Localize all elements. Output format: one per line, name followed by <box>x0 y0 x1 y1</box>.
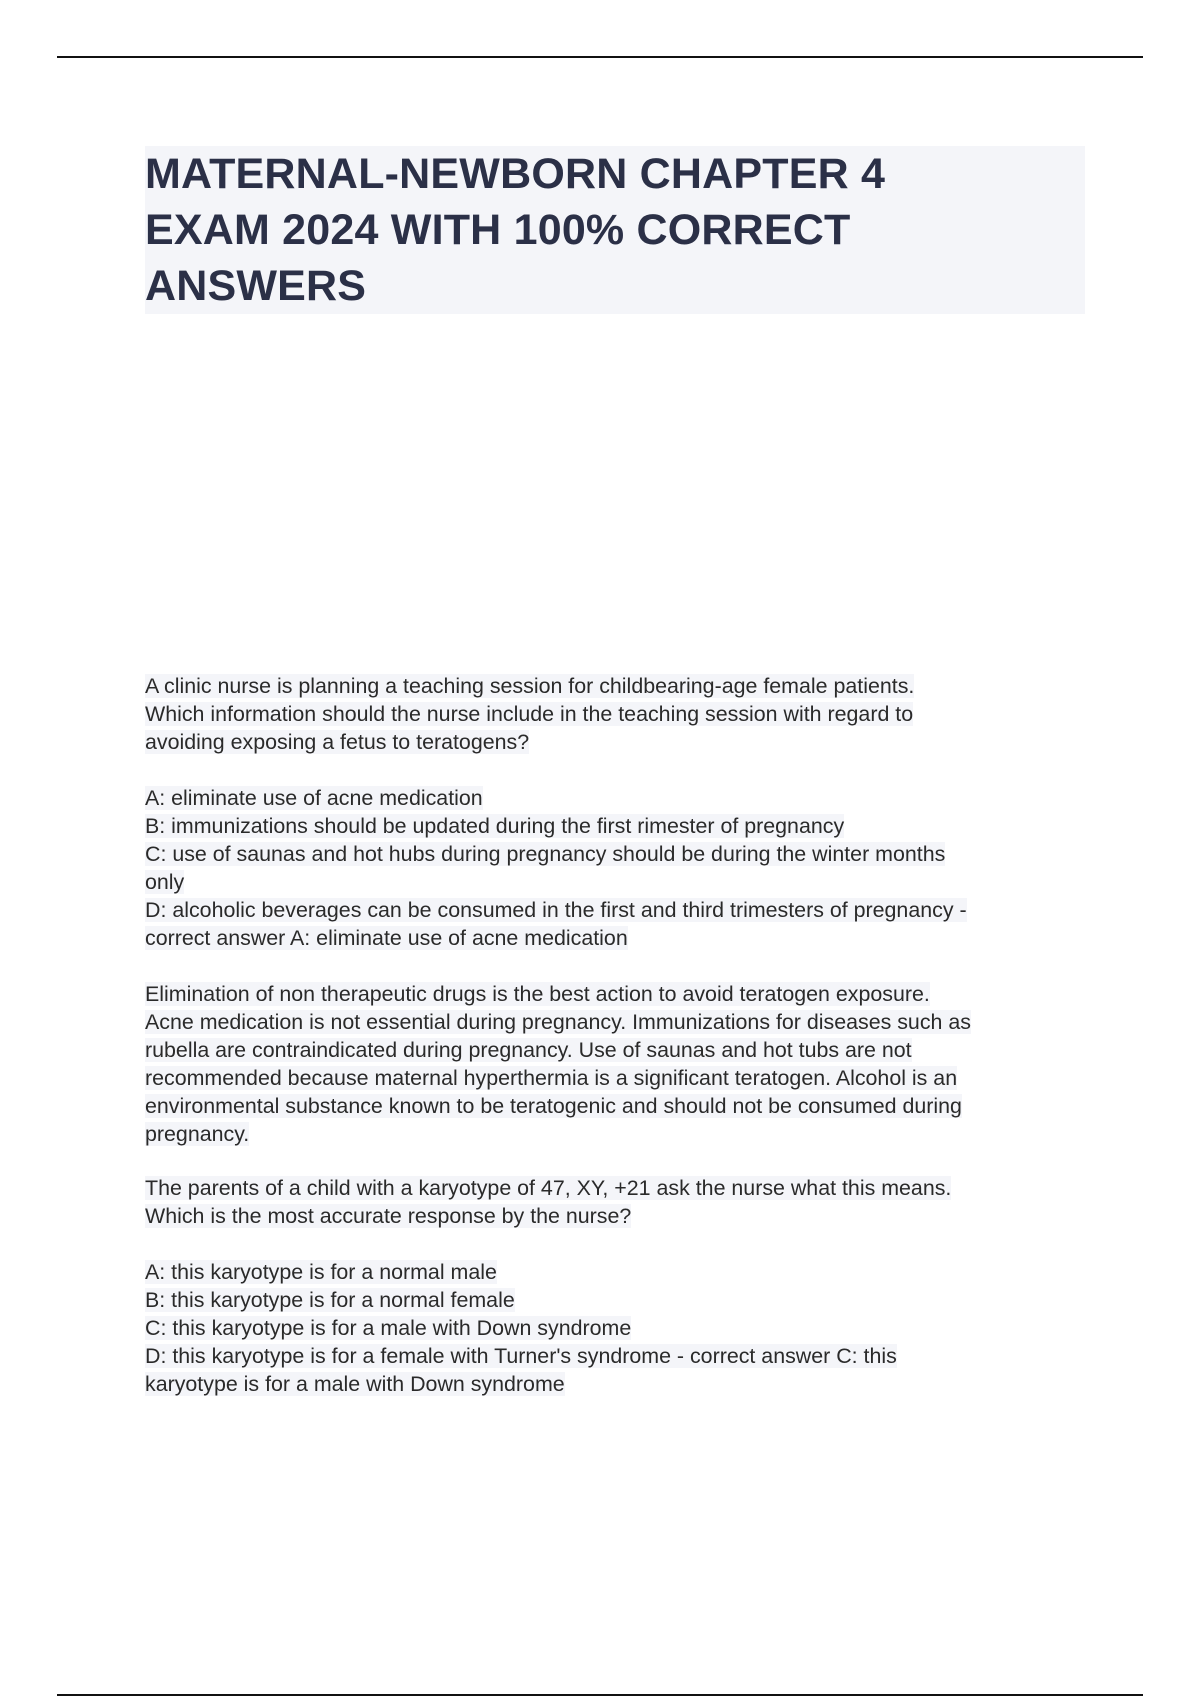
text-line: The parents of a child with a karyotype of 47, XY, +21 ask the nurse what this means. <box>145 1176 952 1200</box>
rationale-line: Elimination of non therapeutic drugs is the best action to avoid teratogen exposure. <box>145 982 930 1006</box>
option-line: A: eliminate use of acne medication <box>145 786 483 810</box>
rationale-line: environmental substance known to be teratogenic and should not be consumed during <box>145 1094 962 1118</box>
option-line: D: alcoholic beverages can be consumed in the first and third trimesters of pregnancy - <box>145 898 967 922</box>
rationale-line: recommended because maternal hyperthermia is a significant teratogen. Alcohol is an <box>145 1066 958 1090</box>
rationale-line: Acne medication is not essential during pregnancy. Immunizations for diseases such as <box>145 1010 971 1034</box>
title-line: MATERNAL-NEWBORN CHAPTER 4 <box>145 150 886 198</box>
option-line: D: this karyotype is for a female with Turner's syndrome - correct answer C: this <box>145 1344 897 1368</box>
title-line: ANSWERS <box>145 262 367 310</box>
text-line: A clinic nurse is planning a teaching session for childbearing-age female patients. <box>145 674 915 698</box>
header-rule <box>57 56 1143 58</box>
document-title-block <box>145 146 1085 314</box>
footer-rule <box>57 1694 1143 1696</box>
question-1-text <box>145 672 1090 756</box>
answer-line: karyotype is for a male with Down syndrome <box>145 1372 565 1396</box>
option-line: C: this karyotype is for a male with Down syndrome <box>145 1316 632 1340</box>
option-line: B: this karyotype is for a normal female <box>145 1288 515 1312</box>
question-1-options <box>145 784 1090 952</box>
document-body <box>145 672 1090 1398</box>
option-line: B: immunizations should be updated during the first rimester of pregnancy <box>145 814 845 838</box>
option-line: only <box>145 870 185 894</box>
question-2-text <box>145 1174 1090 1230</box>
document-title <box>145 146 1085 314</box>
title-line: EXAM 2024 WITH 100% CORRECT <box>145 206 851 254</box>
text-line: Which information should the nurse include in the teaching session with regard to <box>145 702 914 726</box>
rationale-line: rubella are contraindicated during pregnancy. Use of saunas and hot tubs are not <box>145 1038 912 1062</box>
option-line: A: this karyotype is for a normal male <box>145 1260 497 1284</box>
text-line: Which is the most accurate response by the nurse? <box>145 1204 632 1228</box>
answer-line: correct answer A: eliminate use of acne medication <box>145 926 628 950</box>
text-line: avoiding exposing a fetus to teratogens? <box>145 730 530 754</box>
question-1-rationale <box>145 980 1090 1148</box>
option-line: C: use of saunas and hot hubs during pregnancy should be during the winter months <box>145 842 946 866</box>
rationale-line: pregnancy. <box>145 1122 250 1146</box>
question-2-options <box>145 1258 1090 1398</box>
